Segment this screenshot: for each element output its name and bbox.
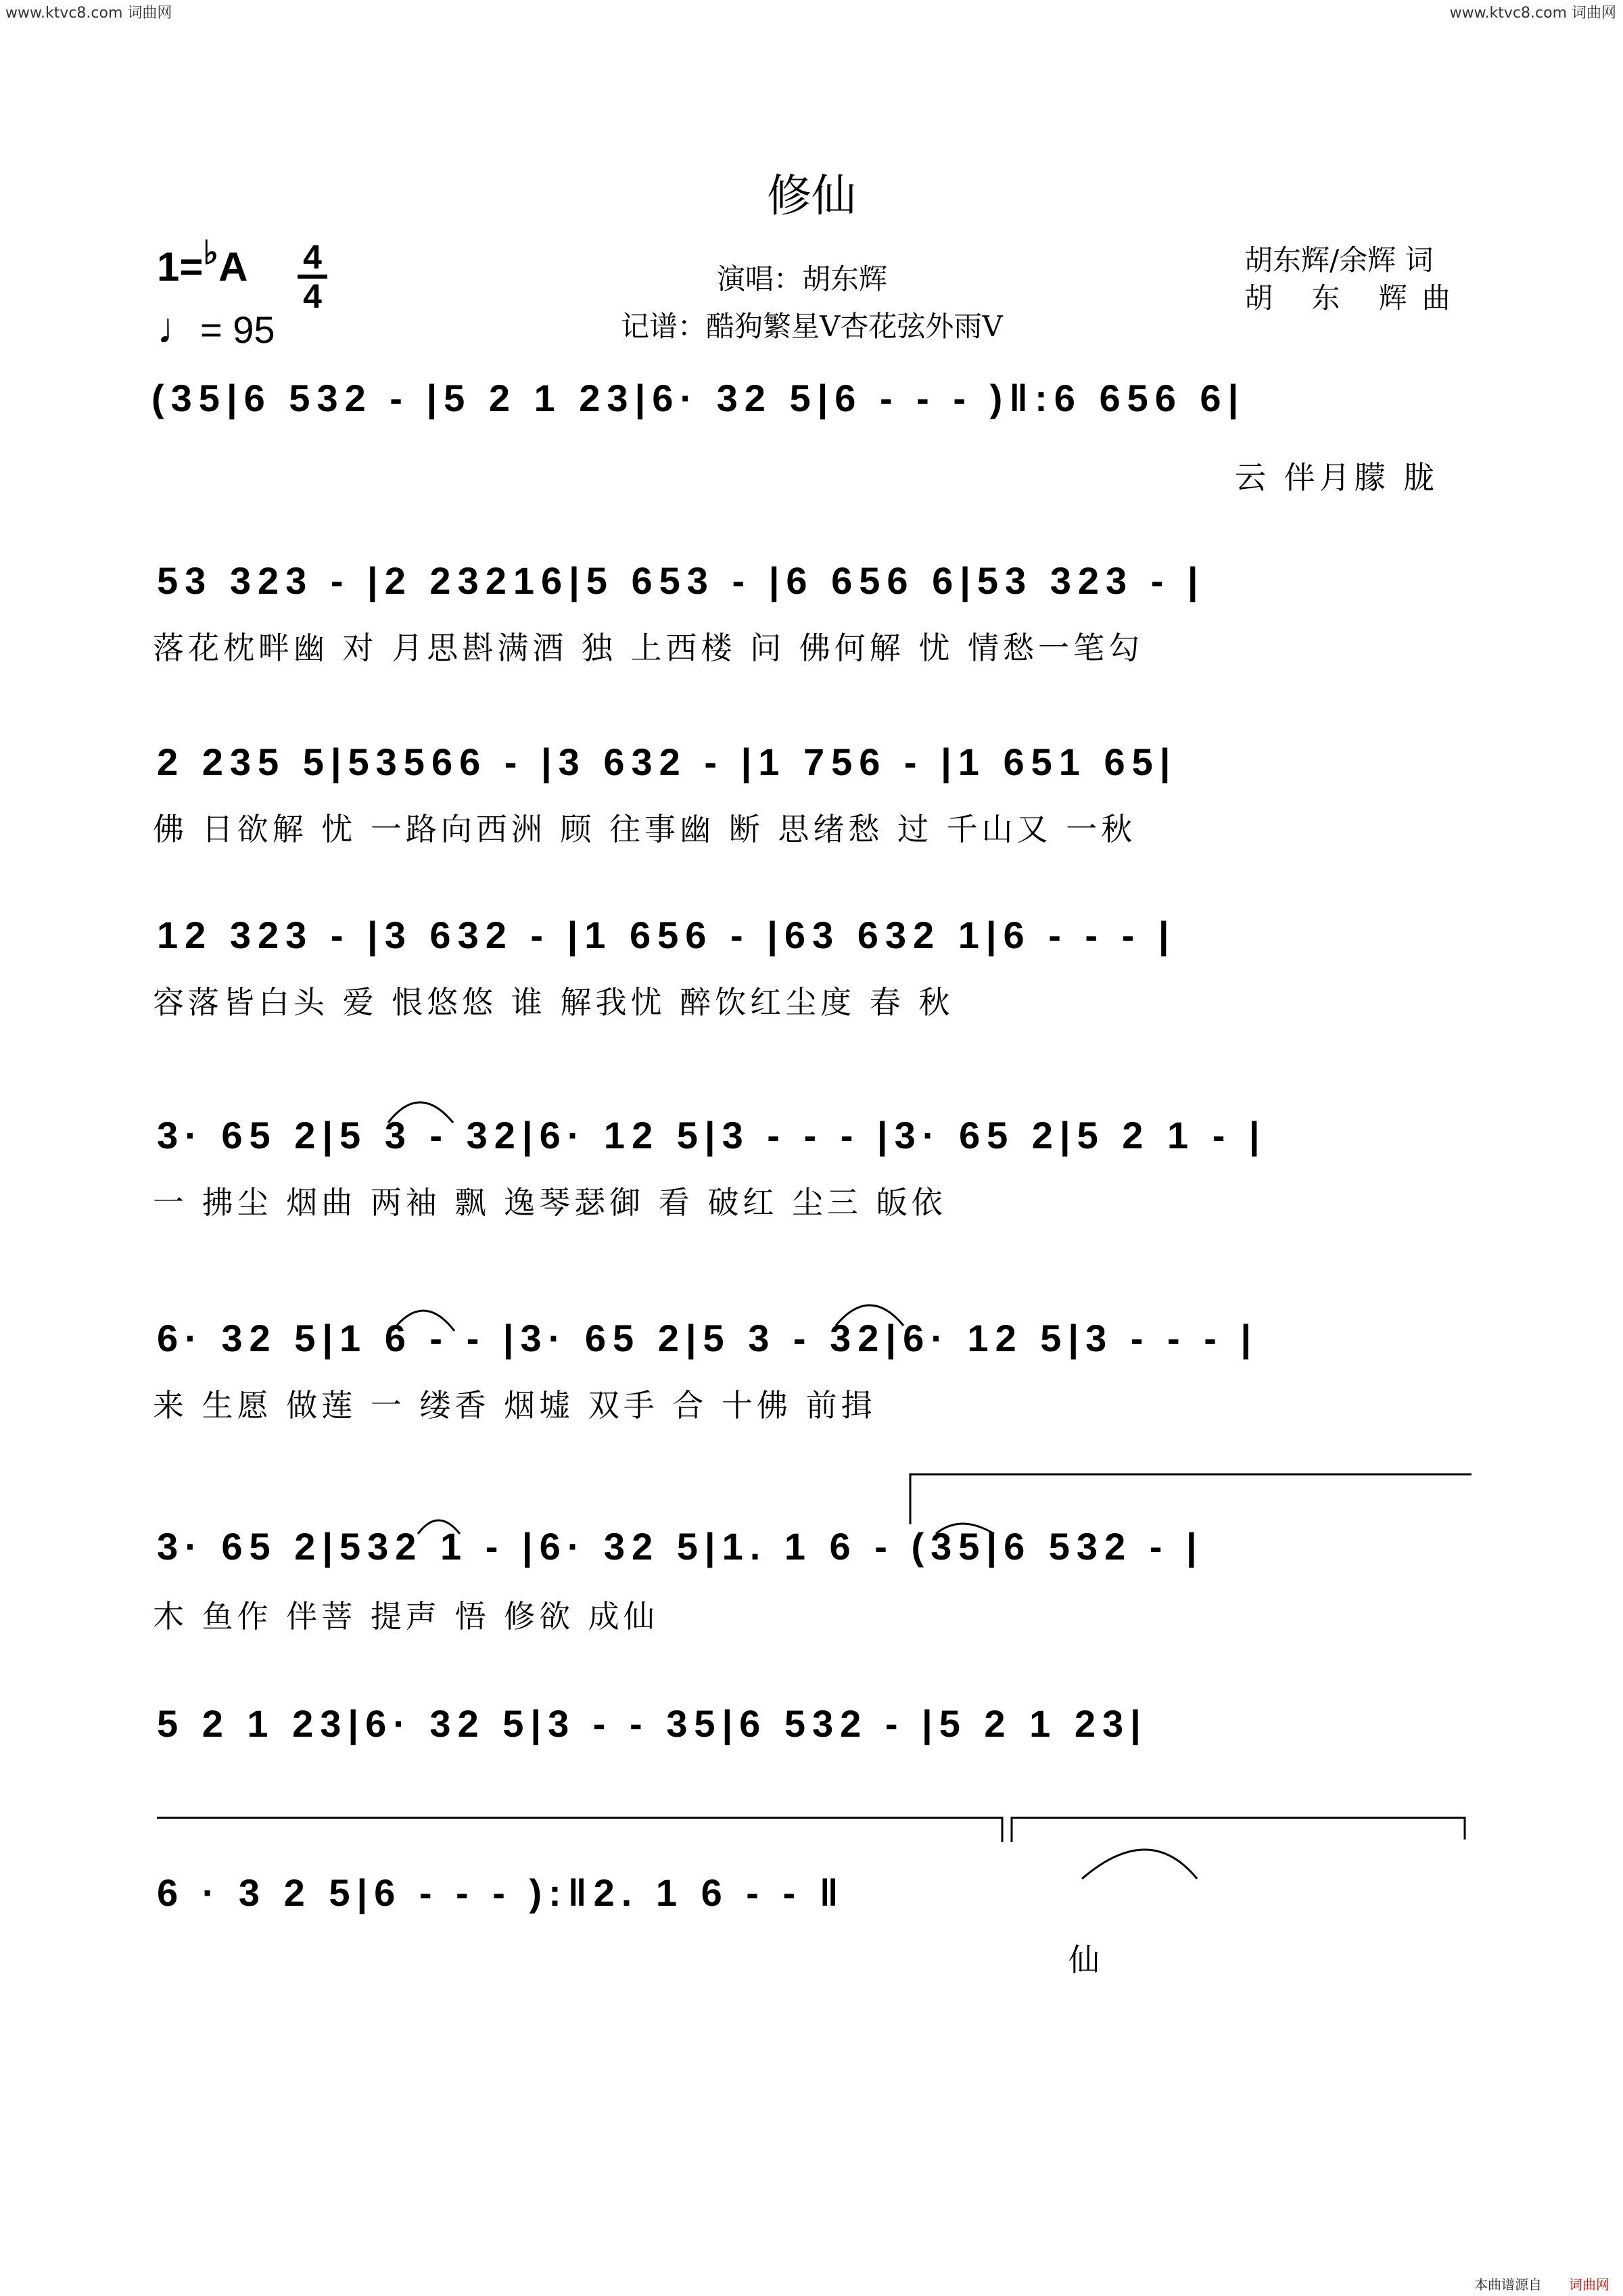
lyrics-line: 落花枕畔幽 对 月思斟满酒 独 上西楼 问 佛何解 忧 情愁一笔勾 [153,630,1144,666]
header-site-left: www.ktvc8.com 词曲网 [5,5,172,22]
lyrics-line: 木 鱼作 伴菩 提声 悟 修欲 成仙 [153,1598,659,1635]
singer-credit: 演唱：胡东辉 [717,262,888,296]
lyricist-credit: 胡东辉/余辉 词 [1244,243,1434,277]
footer-source: 本曲谱源自 [1474,2276,1542,2293]
slur-4 [418,1520,460,1534]
key-prefix: 1= [157,244,204,289]
lyrics-line: 佛 日欲解 忧 一路向西洲 顾 往事幽 断 思绪愁 过 千山又 一秋 [153,811,1137,847]
notes-line: 53 323 - |2 23216|5 653 - |6 656 6|53 323 - | [157,559,1205,602]
flat-icon: ♭ [203,235,219,271]
slur-6 [1082,1850,1197,1879]
slur-2 [836,1305,903,1326]
volta-line-top [157,1818,1002,1842]
slur-1 [388,1102,453,1123]
time-bottom: 4 [303,277,322,315]
notes-line: (35|6 532 - |5 2 1 23|6· 32 5|6 - - - )‖:6 656 6| [151,377,1246,419]
notes-line: 3· 65 2|532 1 - |6· 32 5|1. 1 6 - (35|6 532 - | [157,1525,1204,1568]
composer-credit: 胡 东 辉曲 [1244,281,1465,314]
lyrics-line: 来 生愿 做莲 一 缕香 烟墟 双手 合 十佛 前揖 [153,1387,876,1424]
tempo-text: = 95 [200,308,275,351]
notes-line: 3· 65 2|5 3 - 32|6· 12 5|3 - - - |3· 65 2|5 2 1 - | [157,1114,1267,1156]
notes-line: 6· 32 5|1 6 - - |3· 65 2|5 3 - 32|6· 12 5|3 - - - | [157,1317,1259,1359]
key-note: A [218,244,248,289]
header-site-right: www.ktvc8.com 词曲网 [1449,5,1616,22]
time-top: 4 [303,238,322,276]
notes-line: 2 235 5|53566 - |3 632 - |1 756 - |1 651 65| [157,741,1177,783]
quarter-note-icon: ♩ [157,304,200,352]
lyrics-line: 容落皆白头 爱 恨悠悠 谁 解我忧 醉饮红尘度 春 秋 [153,984,954,1021]
notes-line: 6 · 3 2 5|6 - - - ):‖2. 1 6 - - ‖ [157,1871,845,1914]
transcriber-credit: 记谱：酷狗繁星V杏花弦外雨V [621,310,1003,343]
volta-1-bracket [910,1474,1472,1524]
lyrics-line: 云 伴月朦 胧 [1235,459,1439,496]
song-title: 修仙 [767,170,856,222]
volta-2-bracket [1012,1818,1465,1842]
notes-line: 5 2 1 23|6· 32 5|3 - - 35|6 532 - |5 2 1 23| [157,1702,1148,1745]
slur-3 [392,1311,454,1331]
lyrics-line: 一 拂尘 烟曲 两袖 飘 逸琴瑟御 看 破红 尘三 皈依 [153,1184,947,1221]
lyrics-line: 仙 [1068,1942,1104,1978]
footer-site-logo: 词曲网 [1569,2276,1609,2293]
notes-line: 12 323 - |3 632 - |1 656 - |63 632 1|6 - - - | [157,914,1176,956]
slur-5 [936,1524,994,1534]
